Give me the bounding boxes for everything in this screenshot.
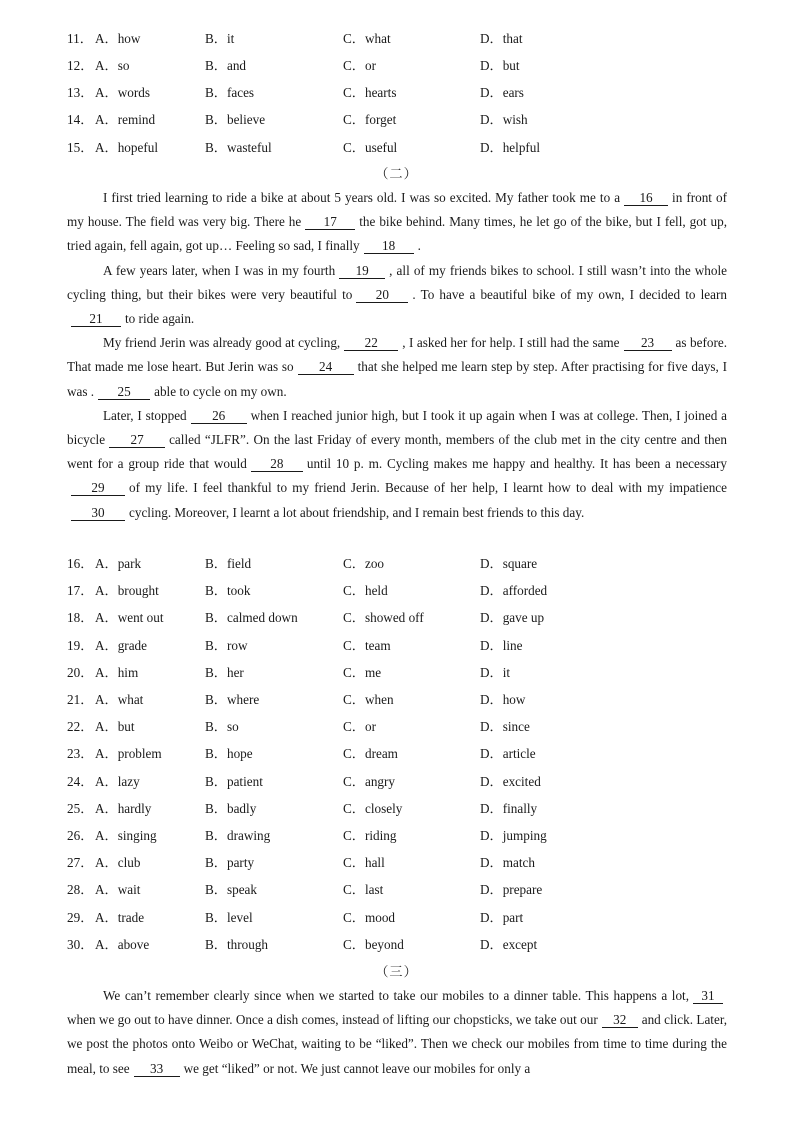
blank-18[interactable]: 18 (364, 238, 414, 254)
option-row-18 (67, 607, 747, 627)
passage-3: We can’t remember clearly since when we started to take our mobiles to a dinner table. This happens a lot, 31when we go out to have dinner. Once a dish comes, instead of lifting our chopsticks, we take out our 32 and click. Later, we post the photos onto Weibo or WeChat, waiting to be “liked”. Then we check our mobiles from time to time during the meal, to see 33 we get “liked” or not. We just cannot leave our mobiles for only a (67, 988, 727, 1076)
option-d: D．how (480, 692, 526, 707)
option-c: C．angry (343, 773, 396, 789)
paragraph-4: Later, I stopped 26 when I reached junior high, but I took it up again when I was at college. Then, I joined a bicycle 27 called “JLFR”. On the last Friday of every month, members of the club met in the city centre and then went for a group ride that would 28 until 10 p. m. Cycling makes me happy and healthy. It has been a necessary29 of my life. I feel thankful to my friend Jerin. Because of her help, I learnt how to deal with my impatience30 cycling. Moreover, I learnt a lot about friendship, and I remain best friends to this day. (67, 407, 727, 520)
option-b: B．speak (205, 882, 258, 898)
option-row-16 (67, 553, 747, 573)
option-c: C．zoo (343, 556, 385, 571)
option-d: D．it (480, 664, 511, 680)
question-number: 21． (67, 692, 94, 707)
question-number: 20． (67, 664, 94, 680)
option-d: D．square (480, 556, 538, 571)
option-c: C．riding (343, 828, 397, 843)
option-a: A．but (95, 719, 135, 735)
question-number: 16． (67, 556, 94, 571)
option-a: A．went out (95, 610, 164, 626)
paragraph-1: I first tried learning to ride a bike at about 5 years old. I was so excited. My father took me to a 16 in front of my house. The field was very big. There he 17 the bike behind. Many times, he let go of the bike, but I fell, got up, tried again, fell again, got up… Feeling so sad, I finally 18 . (67, 190, 727, 254)
option-a: A．grade (95, 637, 147, 653)
passage-2 (67, 186, 727, 525)
option-b: B．through (205, 936, 269, 952)
option-row-29 (67, 907, 747, 927)
option-d: D．finally (480, 800, 538, 816)
option-c: C．beyond (343, 936, 404, 952)
option-c: C．last (343, 882, 384, 898)
option-c: C．what (343, 31, 391, 46)
option-d: D．gave up (480, 610, 545, 626)
question-number: 22． (67, 719, 94, 735)
option-b: B．patient (205, 773, 263, 789)
option-b: B．so (205, 719, 239, 735)
blank-17[interactable]: 17 (305, 214, 355, 230)
question-number: 26． (67, 828, 94, 843)
option-a: A．singing (95, 828, 157, 843)
option-a: A．how (95, 31, 141, 46)
option-c: C．closely (343, 800, 403, 816)
option-c: C．team (343, 637, 391, 653)
option-c: C．when (343, 692, 394, 707)
option-a: A．hardly (95, 800, 152, 816)
option-a: A．brought (95, 583, 159, 599)
question-number: 15． (67, 140, 94, 155)
option-row-20 (67, 662, 747, 682)
question-number: 18． (67, 610, 94, 626)
option-b: B．row (205, 637, 248, 653)
option-d: D．match (480, 855, 535, 871)
option-b: B．faces (205, 85, 255, 100)
option-a: A．lazy (95, 773, 140, 789)
question-number: 28． (67, 882, 94, 898)
question-number: 12． (67, 58, 94, 73)
option-row-28 (67, 879, 747, 899)
question-number: 19． (67, 637, 94, 653)
paragraph-2: A few years later, when I was in my fourth 19 , all of my friends bikes to school. I still wasn’t into the whole cycling thing, but their bikes were very beautiful to 20 . To have a beautiful bike of my own, I decided to learn21 to ride again. (67, 262, 727, 327)
option-b: B．level (205, 909, 253, 925)
option-a: A．park (95, 556, 142, 571)
option-b: B．wasteful (205, 140, 272, 155)
option-row-11 (67, 28, 747, 48)
option-b: B．her (205, 664, 244, 680)
blank-16[interactable]: 16 (624, 190, 668, 206)
option-d: D．afforded (480, 583, 548, 599)
option-d: D．jumping (480, 828, 547, 843)
blank-25[interactable]: 25 (98, 384, 150, 400)
option-c: C．held (343, 583, 388, 599)
question-number: 23． (67, 746, 94, 762)
question-number: 17． (67, 583, 94, 599)
option-c: C．or (343, 58, 376, 73)
option-row-17 (67, 580, 747, 600)
section-title-2: （二） (375, 166, 418, 181)
option-c: C．dream (343, 746, 398, 762)
option-c: C．mood (343, 909, 396, 925)
option-d: D．except (480, 936, 538, 952)
option-d: D．ears (480, 85, 524, 100)
option-c: C．hall (343, 855, 385, 871)
option-b: B．believe (205, 112, 266, 127)
option-b: B．took (205, 583, 251, 599)
option-d: D．wish (480, 112, 528, 127)
option-b: B．where (205, 692, 260, 707)
question-number: 13． (67, 85, 94, 100)
option-b: B．and (205, 58, 247, 73)
option-c: C．forget (343, 112, 397, 127)
question-number: 24． (67, 773, 94, 789)
option-row-21 (67, 689, 747, 709)
question-number: 14． (67, 112, 94, 127)
blank-33[interactable]: 33 (134, 1061, 180, 1077)
blank-22[interactable]: 22 (344, 335, 398, 351)
option-a: A．him (95, 664, 139, 680)
option-d: D．since (480, 719, 530, 735)
option-a: A．remind (95, 112, 156, 127)
option-d: D．that (480, 31, 523, 46)
option-row-26 (67, 825, 747, 845)
question-number: 25． (67, 800, 94, 816)
option-c: C．showed off (343, 610, 424, 626)
option-row-30 (67, 934, 747, 954)
option-a: A．wait (95, 882, 141, 898)
option-d: D．part (480, 909, 524, 925)
question-number: 11． (67, 31, 93, 46)
blank-26[interactable]: 26 (191, 408, 247, 424)
blank-31[interactable]: 31 (693, 988, 723, 1004)
option-row-22 (67, 716, 747, 736)
option-row-25 (67, 798, 747, 818)
option-a: A．club (95, 855, 141, 871)
option-b: B．badly (205, 800, 257, 816)
option-b: B．field (205, 556, 252, 571)
option-c: C．hearts (343, 85, 397, 100)
blank-30[interactable]: 30 (71, 505, 125, 521)
option-a: A．so (95, 58, 130, 73)
option-row-13 (67, 82, 747, 102)
blank-21[interactable]: 21 (71, 311, 121, 327)
option-b: B．calmed down (205, 610, 298, 626)
option-a: A．hopeful (95, 140, 158, 155)
option-row-27 (67, 852, 747, 872)
option-a: A．trade (95, 909, 145, 925)
option-row-19 (67, 635, 747, 655)
option-d: D．but (480, 58, 520, 73)
option-a: A．what (95, 692, 144, 707)
blank-23[interactable]: 23 (624, 335, 672, 351)
option-b: B．hope (205, 746, 253, 762)
section-title-3: （三） (375, 964, 418, 979)
option-row-24 (67, 771, 747, 791)
blank-29[interactable]: 29 (71, 480, 125, 496)
option-c: C．or (343, 719, 376, 735)
option-c: C．me (343, 664, 382, 680)
option-a: A．problem (95, 746, 162, 762)
option-a: A．above (95, 936, 150, 952)
option-d: D．excited (480, 773, 541, 789)
question-number: 29． (67, 909, 94, 925)
paragraph-3: My friend Jerin was already good at cycling, 22 , I asked her for help. I still had the same 23 as before. That made me lose heart. But Jerin was so 24 that she helped me learn step by step. After practising for five days, I was . 25 able to cycle on my own. (67, 335, 728, 399)
option-row-15 (67, 137, 747, 157)
blank-19[interactable]: 19 (339, 263, 385, 279)
blank-27[interactable]: 27 (109, 432, 165, 448)
question-number: 27． (67, 855, 94, 871)
option-a: A．words (95, 85, 150, 100)
question-number: 30． (67, 936, 94, 952)
blank-20[interactable]: 20 (356, 287, 408, 303)
option-row-14 (67, 109, 747, 129)
blank-32[interactable]: 32 (602, 1012, 638, 1028)
blank-28[interactable]: 28 (251, 456, 303, 472)
option-d: D．prepare (480, 882, 543, 898)
option-d: D．line (480, 637, 523, 653)
option-b: B．party (205, 855, 255, 871)
option-b: B．it (205, 31, 235, 46)
option-d: D．article (480, 746, 536, 762)
option-row-23 (67, 743, 747, 763)
option-c: C．useful (343, 140, 398, 155)
blank-24[interactable]: 24 (298, 359, 354, 375)
option-b: B．drawing (205, 828, 271, 843)
option-row-12 (67, 55, 747, 75)
option-d: D．helpful (480, 140, 541, 155)
